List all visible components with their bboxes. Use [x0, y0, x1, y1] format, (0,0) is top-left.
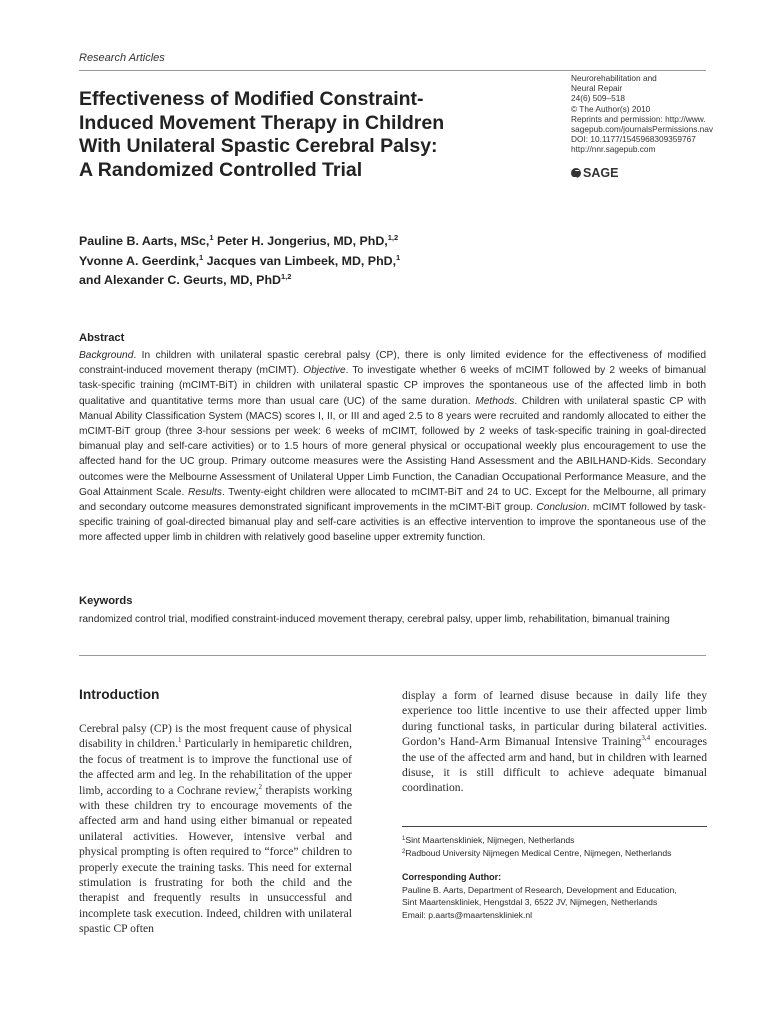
journal-line: sagepub.com/journalsPermissions.nav: [571, 124, 714, 135]
affiliation-marker: 1: [199, 252, 204, 262]
affiliation-text: Sint Maartenskliniek, Nijmegen, Netherlands: [405, 835, 575, 845]
publisher-name: SAGE: [583, 166, 619, 180]
affiliation-marker: 1: [396, 252, 401, 262]
author-list: [79, 232, 599, 291]
footnote-divider: [402, 826, 707, 827]
author-line: [79, 252, 599, 272]
author-line: [79, 271, 599, 291]
abstract-label-results: Results: [187, 486, 222, 498]
introduction-heading: Introduction: [79, 687, 160, 702]
affiliation-marker: 1,2: [280, 272, 292, 281]
body-text: encourages the use of the affected arm and hand, but in children with learned disuse, it is still difficult to achieve adequate bimanual coordination.: [402, 735, 707, 795]
keywords-heading: Keywords: [79, 595, 133, 607]
abstract-methods: . Children with unilateral spastic CP with Manual Ability Classification System (MACS) scores I, II, or III and aged 2.5 to 8 years were recruited and randomly allocated to either the mCIMT-BiT group (three 3-hour sessions per week: 6 weeks of mCIMT, followed by 2 weeks of task-specific training in goal-directed bimanual play and self-care activities) or to 1.5 hours of more general physical or occupational weekly plus encouragement to use the affected hand for the UC group. Primary outcome measures were the Assisting Hand Assessment and the ABILHAND-Kids. Secondary outcomes were the Melbourne Assessment of Unilateral Upper Limb Function, the Canadian Occupational Performance Measure, and the Goal Attainment Scale.: [79, 395, 706, 498]
corresponding-email[interactable]: Email: p.aarts@maartenskliniek.nl: [402, 909, 533, 920]
body-text: therapists working with these children try to encourage movements of the affected arm and hand using either bimanual or repeated unilateral activities. However, intensive verbal and physical prompting is often required to “force” children to properly execute the training tasks. This need for external stimulation is frustrating for both the child and the therapist and frequently results in unsuccessful and incomplete task execution. Indeed, children with unilateral spastic CP often: [79, 783, 352, 936]
body-text: Cerebral palsy (CP) is the most frequent cause of physical disability in children.: [79, 722, 352, 751]
affiliation-marker: 1,2: [387, 233, 399, 242]
journal-line: Reprints and permission: http://www.: [571, 113, 706, 124]
abstract-objective: . To investigate whether 6 weeks of mCIMT followed by 2 weeks of bimanual task-specific training (mCIMT-BiT) in children with unilateral spastic CP improves the spontaneous use of the affected limb in both qualitative and quantitative terms more than usual care (UC) of the same duration.: [79, 365, 706, 407]
author-name: Peter H. Jongerius, MD, PhD,: [213, 234, 388, 248]
title-line: Effectiveness of Modified Constraint-: [79, 88, 424, 110]
article-title: [79, 88, 549, 182]
abstract-background: . In children with unilateral spastic cerebral palsy (CP), there is only limited evidence for the effectiveness of modified constraint-induced movement therapy (mCIMT).: [79, 350, 706, 377]
title-line: With Unilateral Spastic Cerebral Palsy:: [79, 135, 438, 157]
affiliation-marker: 1: [402, 836, 406, 842]
journal-line: © The Author(s) 2010: [571, 103, 651, 114]
abstract-label-conclusion: Conclusion: [536, 502, 587, 514]
sage-logo-icon: [571, 168, 581, 178]
section-divider: [79, 655, 706, 656]
title-line: Induced Movement Therapy in Children: [79, 111, 445, 134]
affiliation-item: [402, 847, 707, 860]
affiliation-text: Radboud University Nijmegen Medical Centre, Nijmegen, Netherlands: [405, 847, 672, 858]
affiliation-marker: 2: [402, 848, 406, 855]
journal-line: Neurorehabilitation and: [571, 73, 657, 83]
corresponding-author-heading: Corresponding Author:: [402, 872, 502, 882]
author-line: [79, 232, 599, 252]
author-name: Pauline B. Aarts, MSc,: [79, 234, 210, 248]
affiliations: [402, 834, 707, 859]
abstract-text: [79, 348, 706, 546]
body-text: display a form of learned disuse because in daily life they experience too little incentive to use their affected upper limb during functional tasks, in particular during bilateral activities. Gordon’s Hand-Arm Bimanual Intensive Training: [402, 689, 707, 749]
keywords-text: randomized control trial, modified constraint-induced movement therapy, cerebral palsy, upper limb, rehabilitation, bimanual training: [79, 614, 670, 625]
abstract-label-objective: Objective: [303, 365, 346, 377]
abstract-results: . Twenty-eight children were allocated to mCIMT-BiT and 24 to UC. Except for the Melbourne, all primary and secondary outcome measures demonstrated significant improvements in the mCIMT-BiT group.: [79, 486, 706, 514]
body-text: Particularly in hemiparetic children, the focus of treatment is to improve the functional use of the affected arm and leg. In the rehabilitation of the upper limb, according to a Cochrane review,: [79, 737, 352, 797]
author-name: and Alexander C. Geurts, MD, PhD: [79, 273, 281, 287]
citation-marker: 1: [177, 736, 182, 745]
citation-marker: 3,4: [641, 734, 651, 743]
section-label: Research Articles: [79, 52, 165, 64]
affiliation-item: [402, 834, 707, 847]
abstract-label-background: Background: [79, 350, 134, 361]
journal-line: DOI: 10.1177/1545968309359767: [571, 134, 696, 145]
header-divider: [79, 70, 706, 71]
corresponding-author-details: [402, 884, 707, 921]
author-name: Jacques van Limbeek, MD, PhD,: [203, 253, 397, 268]
journal-line: 24(6) 509–518: [571, 93, 625, 104]
abstract-label-methods: Methods: [475, 395, 515, 407]
title-line: A Randomized Controlled Trial: [79, 158, 363, 181]
journal-line: http://nnr.sagepub.com: [571, 144, 656, 155]
abstract-heading: Abstract: [79, 332, 125, 344]
journal-line: Neural Repair: [571, 83, 623, 94]
publisher-logo: [571, 166, 618, 180]
corresponding-line: Pauline B. Aarts, Department of Research, Development and Education,: [402, 885, 677, 895]
citation-marker: 2: [258, 782, 262, 791]
abstract-conclusion: . mCIMT followed by task-specific training of goal-directed bimanual play and self-care activities is an effective intervention to improve the spontaneous use of the more affected upper limb in children with relatively good baseline upper extremity function.: [79, 502, 706, 544]
journal-info: [571, 73, 716, 155]
affiliation-marker: 1: [209, 233, 214, 242]
introduction-paragraph-1: [79, 721, 352, 937]
corresponding-line: Sint Maartenskliniek, Hengstdal 3, 6522 JV, Nijmegen, Netherlands: [402, 897, 658, 908]
author-name: Yvonne A. Geerdink,: [79, 253, 200, 268]
introduction-paragraph-2: [402, 688, 707, 796]
